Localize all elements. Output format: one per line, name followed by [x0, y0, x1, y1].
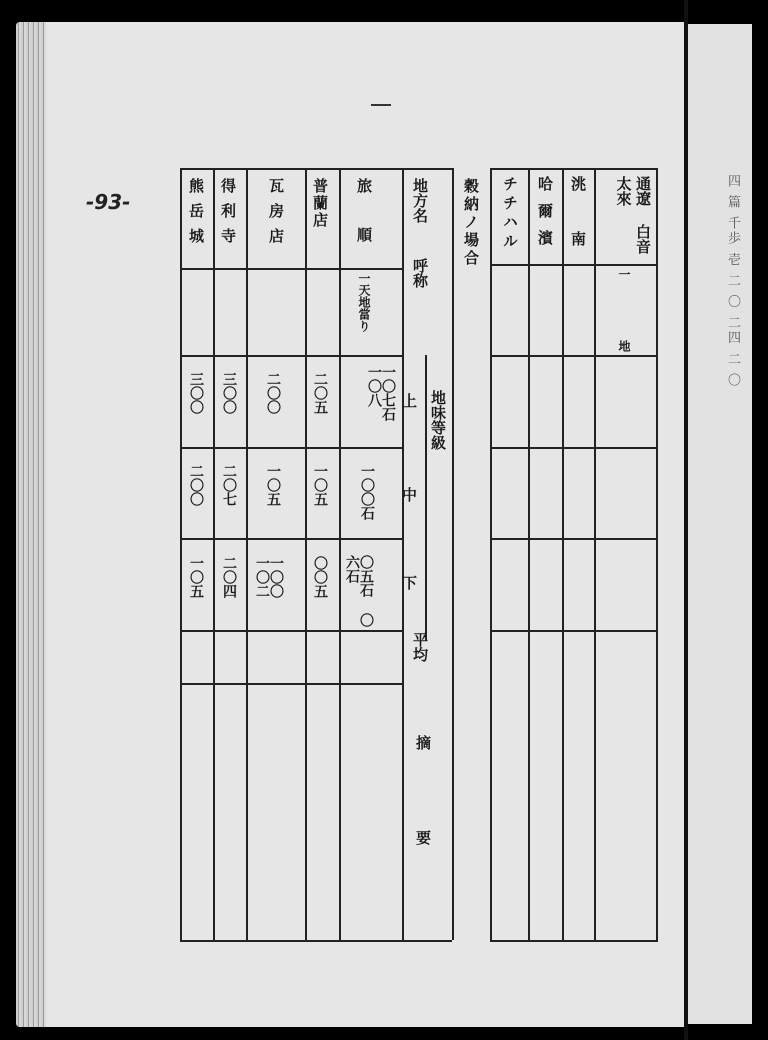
- right-col-place-2: 洮南: [569, 176, 587, 286]
- header-remarks: 摘要: [414, 735, 432, 925]
- next-page-text: 四 篇 千歩 壱 二 〇 二四 二 〇: [725, 174, 740, 389]
- page-edge: [16, 22, 46, 1027]
- row-lower-1: 〇五石 〇六石: [344, 555, 374, 627]
- section-heading: 穀納ノ場合: [462, 178, 480, 268]
- row-middle-5: 二〇〇: [188, 464, 204, 506]
- row-place-1: 旅順: [355, 178, 373, 276]
- header-middle: 中: [402, 486, 418, 504]
- next-page: [688, 24, 752, 1024]
- right-col-place-3: 哈爾濱: [536, 176, 554, 257]
- header-name-label: 呼称: [411, 258, 429, 288]
- row-lower-4: 二〇四: [221, 556, 237, 598]
- row-middle-4: 二〇七: [221, 464, 237, 506]
- row-lower-2: 〇〇五: [312, 556, 328, 598]
- row-upper-1: 一〇七石 一〇八: [366, 365, 396, 421]
- row-lower-3: 一〇〇 一〇二: [254, 556, 284, 598]
- document-page: [16, 22, 684, 1027]
- row-place-4: 得利寺: [219, 178, 237, 253]
- right-col-place-4: チチハル: [501, 176, 519, 252]
- page-number: -93-: [86, 190, 131, 214]
- header-grade-label: 地味等級: [429, 390, 447, 450]
- header-lower: 下: [402, 574, 418, 592]
- header-average: 平均: [411, 632, 429, 662]
- row-place-5: 熊岳城: [187, 178, 205, 253]
- header-place-name: 地方名: [411, 178, 429, 223]
- row-middle-1: 一〇〇石: [359, 464, 375, 520]
- row-upper-5: 三〇〇: [188, 372, 204, 414]
- row-upper-2: 二〇五: [312, 372, 328, 414]
- row-place-2: 普蘭店: [311, 178, 329, 229]
- row-upper-4: 三〇〇: [221, 372, 237, 414]
- right-col-note-1: 一地: [617, 268, 631, 412]
- row-middle-3: 一〇五: [265, 464, 281, 506]
- top-dash: [371, 104, 391, 106]
- row-middle-2: 一〇五: [312, 464, 328, 506]
- header-upper: 上: [402, 392, 418, 410]
- row-place-3: 瓦房店: [267, 178, 285, 253]
- row-upper-3: 二〇〇: [265, 372, 281, 414]
- row-lower-5: 一〇五: [188, 556, 204, 598]
- right-col-place-1: 通遼 白音太來: [614, 176, 652, 254]
- row-name-1: 一天地當り: [357, 272, 371, 332]
